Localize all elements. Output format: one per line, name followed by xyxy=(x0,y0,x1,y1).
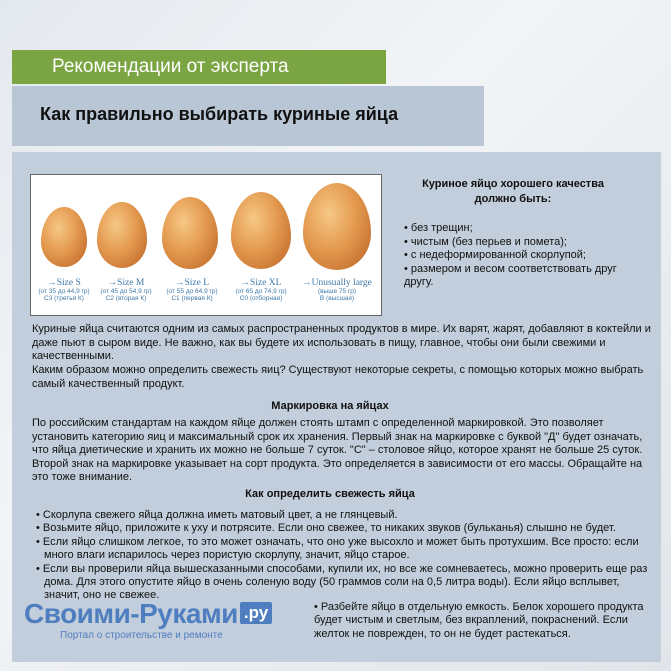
egg-xl xyxy=(231,192,291,269)
intro-paragraph-2: Каким образом можно определить свежесть яиц? Существуют некоторые секреты, с помощью которых можно выбрать самый качественный продукт. xyxy=(32,364,644,390)
list-item: • Если вы проверили яйца вышесказанными способами, купили их, но все же сомневаетесь, можно проверить еще раз дома. Для этого опустите яйцо в очень соленую воду (50 граммов соли на 0,5 литра воды). Если яйцо всплывет, значит, оно не свежее. xyxy=(36,563,656,603)
list-item: • без трещин; xyxy=(404,222,644,236)
freshness-list xyxy=(36,509,656,603)
freshness-heading: Как определить свежесть яйца xyxy=(245,488,415,500)
list-item: • размером и весом соответствовать друг другу. xyxy=(404,263,644,290)
marking-heading: Маркировка на яйцах xyxy=(271,400,389,412)
page-title: Как правильно выбирать куриные яйца xyxy=(40,104,399,124)
egg-s xyxy=(41,207,87,267)
list-item: • Возьмите яйцо, приложите к уху и потрясите. Если оно свежее, то никаких звуков (бульканья) слышно не будет. xyxy=(36,522,656,535)
expert-banner xyxy=(12,50,386,84)
logo-tagline: Портал о строительстве и ремонте xyxy=(60,630,223,641)
egg-m xyxy=(97,202,147,268)
marking-paragraph: По российским стандартам на каждом яйце должен стоять штамп с определенной маркировкой. Это позволяет установить категорию яиц и максимальный срок их хранения. Первый знак на маркировке с буквой "Д" будет означать, что яйца диетические и хранить их можно не больше 7 суток. "С" – столовое яйцо, которое хранят не больше 25 суток. Второй знак на маркировке указывает на сорт продукта. Это определяется в зависимости от его массы. Обращайте на это тоже внимание. xyxy=(32,417,643,483)
logo-brand: Своими-Руками xyxy=(24,598,238,629)
list-item: • с недеформированной скорлупой; xyxy=(404,249,644,263)
logo-domain: .ру xyxy=(240,602,272,624)
egg-label-s: →Size S (от 35 до 44,9 гр) С3 (третья К) xyxy=(38,278,90,302)
title-banner xyxy=(12,86,484,146)
egg-l xyxy=(162,197,218,269)
freshness-last-item: • Разбейте яйцо в отдельную емкость. Белок хорошего продукта будет чистым и светлым, без вкраплений, покраснений. Если желток не поврежден, то он не будет растекаться. xyxy=(314,601,644,640)
egg-size-image xyxy=(30,174,382,316)
list-item: • Скорлупа свежего яйца должна иметь матовый цвет, а не глянцевый. xyxy=(36,509,656,522)
quality-list xyxy=(404,222,644,290)
expert-banner-text: Рекомендации от эксперта xyxy=(52,56,289,77)
list-item: • чистым (без перьев и помета); xyxy=(404,236,644,250)
quality-heading: Куриное яйцо хорошего качества должно быть: xyxy=(422,178,604,205)
egg-label-unusually-large: →Unusually large (выше 75 гр) В (высшая) xyxy=(302,278,372,302)
egg-label-l: →Size L (от 55 до 64,9 гр) С1 (первая К) xyxy=(166,278,218,302)
site-logo[interactable] xyxy=(24,598,272,641)
intro-paragraph-1: Куриные яйца считаются одним из самых распространенных продуктов в мире. Их варят, жарят, добавляют в коктейли и даже пьют в сыром виде. Не важно, как вы будете их использовать в пищу, главное, чтобы они были свежими и качественными. xyxy=(32,323,651,362)
egg-label-xl: →Size XL (от 65 до 74,9 гр) С0 (отборная) xyxy=(235,278,287,302)
list-item: • Если яйцо слишком легкое, то это может означать, что оно уже высохло и может быть протухшим. Все просто: если много влаги испарилось через пористую скорлупу, значит, яйцо старое. xyxy=(36,536,656,563)
egg-label-m: →Size M (от 45 до 54,9 гр) С2 (вторая К) xyxy=(100,278,152,302)
egg-unusually-large xyxy=(303,183,371,270)
